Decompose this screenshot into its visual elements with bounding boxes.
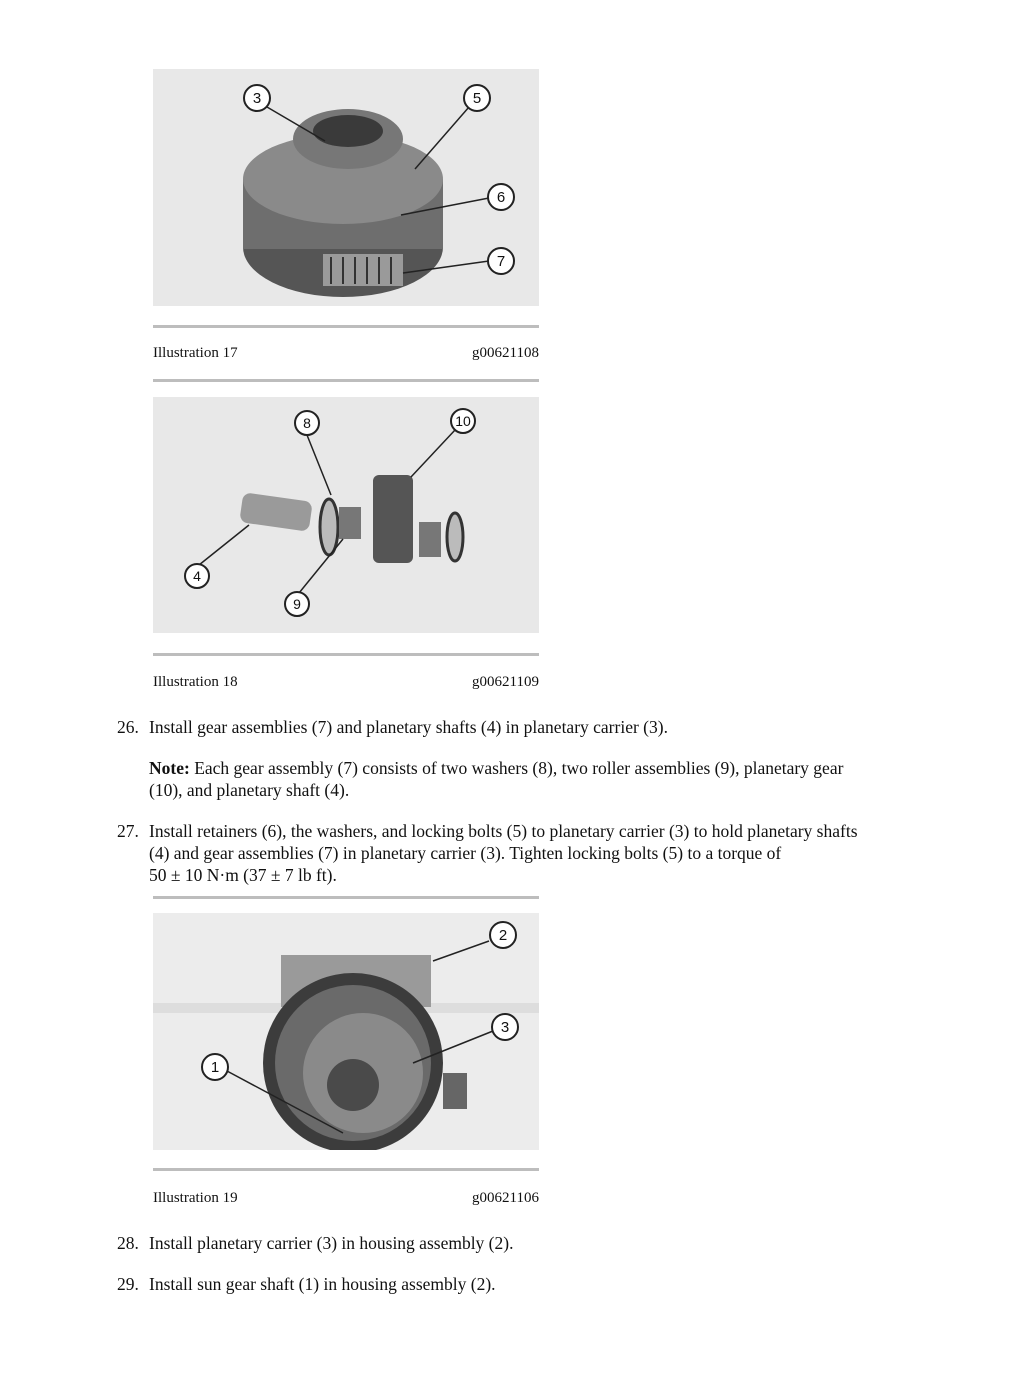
note	[149, 757, 919, 801]
divider	[153, 379, 539, 382]
illustration-18-caption	[153, 674, 539, 691]
divider	[153, 325, 539, 328]
callout-label: 10	[455, 413, 471, 429]
step-text: Install planetary carrier (3) in housing assembly (2).	[149, 1233, 514, 1253]
callout-label: 6	[496, 189, 506, 206]
step-text: Install sun gear shaft (1) in housing assembly (2).	[149, 1274, 496, 1294]
callout-label: 5	[472, 90, 482, 107]
illustration-17-caption	[153, 345, 539, 362]
step-text: Install gear assemblies (7) and planetary shafts (4) in planetary carrier (3).	[149, 717, 668, 737]
note-text: Each gear assembly (7) consists of two washers (8), two roller assemblies (9), planetary gear	[194, 758, 844, 778]
step-number: 26.	[117, 717, 139, 737]
illustration-code: g00621109	[472, 674, 539, 690]
divider	[153, 896, 539, 899]
callout-label: 8	[303, 415, 311, 431]
callout-label: 4	[193, 568, 201, 584]
illustration-label: Illustration 17	[153, 345, 238, 361]
step-number: 28.	[117, 1233, 139, 1253]
illustration-code: g00621108	[472, 345, 539, 361]
illustration-18-image	[153, 397, 539, 633]
illustration-label: Illustration 19	[153, 1190, 238, 1206]
step-number: 27.	[117, 821, 139, 841]
callout-label: 3	[252, 90, 262, 107]
step-text: (4) and gear assemblies (7) in planetary carrier (3). Tighten locking bolts (5) to a torque of	[149, 843, 782, 863]
illustration-19-image	[153, 913, 539, 1150]
callout-label: 3	[500, 1019, 510, 1036]
callout-label: 9	[293, 596, 301, 612]
note-label: Note:	[149, 758, 190, 778]
step-text: 50 ± 10 N·m (37 ± 7 lb ft).	[149, 865, 337, 885]
illustration-17-image	[153, 69, 539, 306]
step-number: 29.	[117, 1274, 139, 1294]
illustration-code: g00621106	[472, 1190, 539, 1206]
illustration-label: Illustration 18	[153, 674, 238, 690]
divider	[153, 1168, 539, 1171]
divider	[153, 653, 539, 656]
illustration-19-caption	[153, 1190, 539, 1207]
callout-label: 1	[210, 1059, 220, 1076]
step-text: Install retainers (6), the washers, and locking bolts (5) to planetary carrier (3) to hold planetary shafts	[149, 821, 858, 841]
callout-label: 2	[498, 927, 508, 944]
callout-label: 7	[496, 253, 506, 270]
note-text: (10), and planetary shaft (4).	[149, 780, 350, 800]
